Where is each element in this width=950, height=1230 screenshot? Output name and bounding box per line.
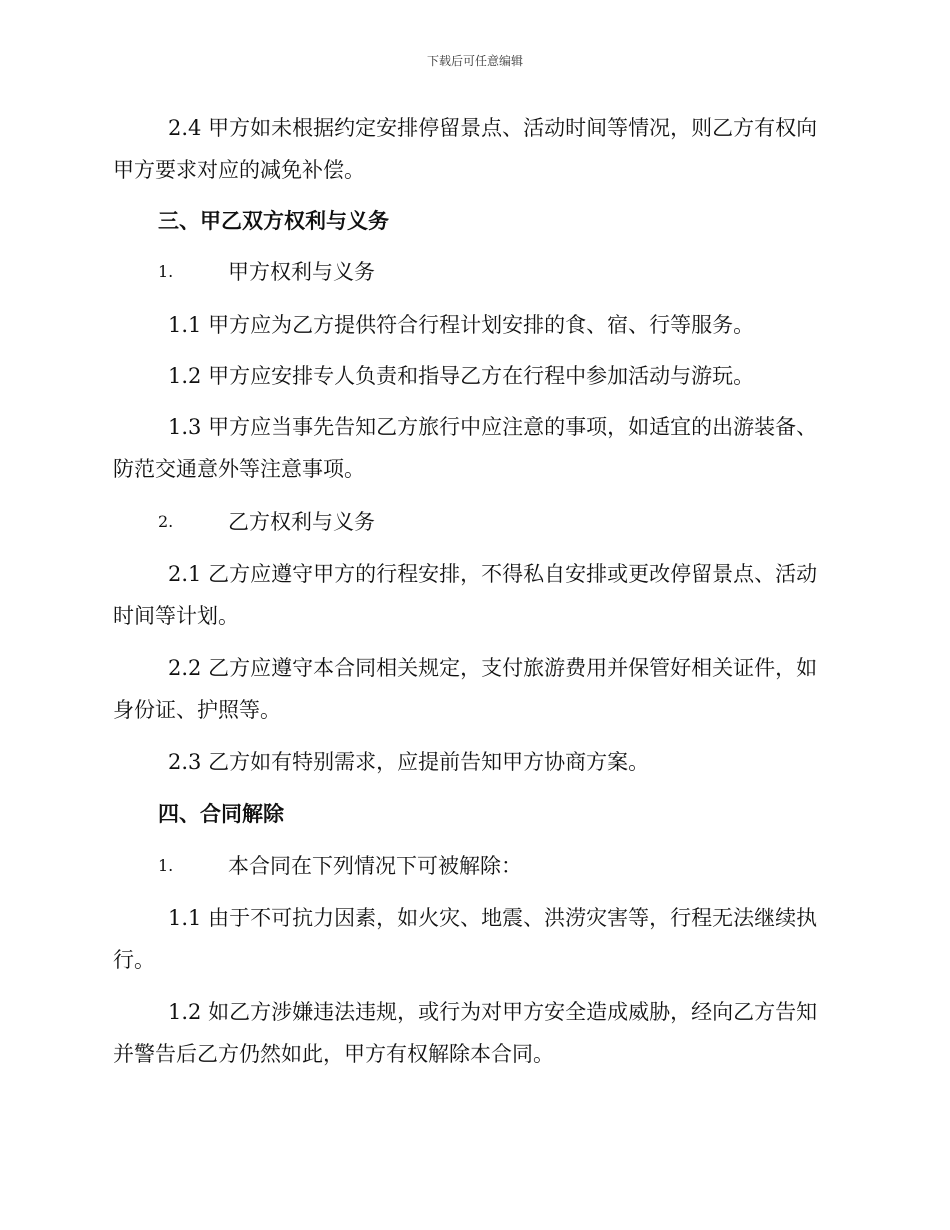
list-number-2: 2.: [158, 512, 174, 531]
list-item-party-a-rights: 甲方权利与义务: [228, 260, 375, 284]
paragraph-term-1-2-line1: 1.2 如乙方涉嫌违法违规，或行为对甲方安全造成威胁，经向乙方告知: [168, 1000, 818, 1024]
paragraph-term-1-1-line1: 1.1 由于不可抗力因素，如火灾、地震、洪涝灾害等，行程无法继续执: [168, 906, 818, 930]
list-number-3: 1.: [158, 856, 174, 875]
page-header: 下载后可任意编辑: [426, 54, 523, 68]
section-heading-3: 三、甲乙双方权利与义务: [158, 208, 389, 233]
list-number-1: 1.: [158, 262, 174, 281]
paragraph-2-1-line2: 时间等计划。: [113, 604, 239, 628]
paragraph-2-2-line1: 2.2 乙方应遵守本合同相关规定，支付旅游费用并保管好相关证件，如: [168, 656, 818, 680]
paragraph-2-2-line2: 身份证、护照等。: [113, 698, 281, 722]
paragraph-2-3: 2.3 乙方如有特别需求，应提前告知甲方协商方案。: [168, 750, 650, 774]
list-item-party-b-rights: 乙方权利与义务: [228, 510, 375, 534]
paragraph-term-1-2-line2: 并警告后乙方仍然如此，甲方有权解除本合同。: [113, 1042, 554, 1066]
paragraph-2-1-line1: 2.1 乙方应遵守甲方的行程安排，不得私自安排或更改停留景点、活动: [168, 562, 818, 586]
paragraph-1-1: 1.1 甲方应为乙方提供符合行程计划安排的食、宿、行等服务。: [168, 313, 755, 337]
paragraph-1-3-line2: 防范交通意外等注意事项。: [113, 457, 365, 481]
paragraph-1-2: 1.2 甲方应安排专人负责和指导乙方在行程中参加活动与游玩。: [168, 364, 755, 388]
paragraph-2-4-line2: 甲方要求对应的减免补偿。: [113, 158, 365, 182]
section-heading-4: 四、合同解除: [158, 801, 284, 826]
paragraph-term-1-1-line2: 行。: [113, 948, 155, 972]
list-item-termination-conditions: 本合同在下列情况下可被解除：: [228, 854, 522, 878]
paragraph-2-4-line1: 2.4 甲方如未根据约定安排停留景点、活动时间等情况，则乙方有权向: [168, 116, 818, 140]
paragraph-1-3-line1: 1.3 甲方应当事先告知乙方旅行中应注意的事项，如适宜的出游装备、: [168, 415, 818, 439]
